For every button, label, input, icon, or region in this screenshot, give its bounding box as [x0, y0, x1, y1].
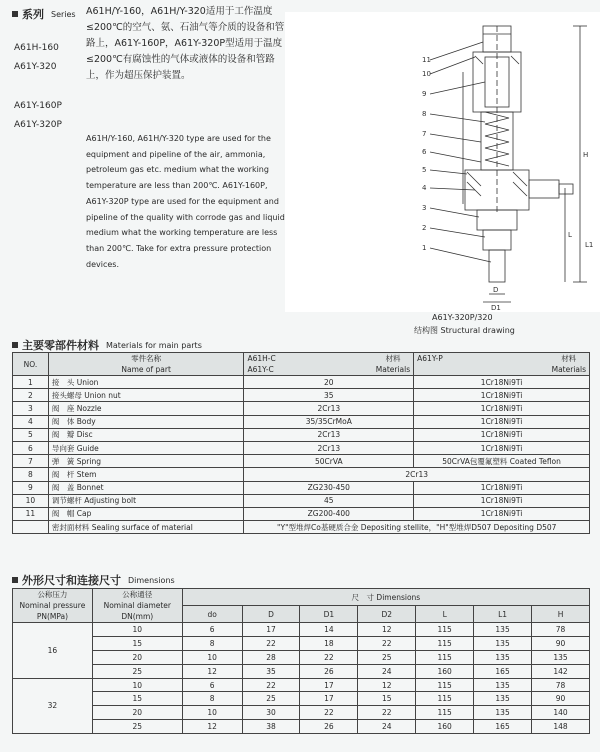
- col-p-mat-en: Materials: [551, 365, 586, 374]
- cell-material-c: 35: [244, 389, 414, 402]
- cell-dim: 135: [474, 636, 532, 650]
- cell-part-cn: 阀 盖: [51, 483, 75, 493]
- cell-material-p: 1Cr18Ni9Ti: [414, 376, 590, 389]
- cell-dim: 25: [242, 692, 300, 706]
- col-dim: D: [242, 606, 300, 623]
- col-dim: L1: [474, 606, 532, 623]
- dim-label-l1: L1: [585, 241, 594, 249]
- materials-table: [12, 352, 590, 534]
- cell-dim: 22: [358, 706, 416, 720]
- cell-no: 3: [13, 402, 49, 415]
- col-dn: [92, 589, 182, 623]
- cell-dim: 135: [532, 650, 590, 664]
- cell-part-en: Stem: [76, 469, 97, 479]
- cell-part-cn: 弹 簧: [51, 456, 75, 466]
- drawing-label: 1: [422, 244, 427, 252]
- cell-no: 4: [13, 415, 49, 428]
- drawing-model: A61Y-320P/320: [432, 313, 493, 322]
- col-hc-mat-en: Materials: [375, 365, 411, 374]
- cell-dim: 12: [182, 664, 242, 678]
- col-dn-en: Nominal diameter DN(mm): [103, 601, 171, 621]
- drawing-label: 10: [422, 70, 431, 78]
- series-title-en: Series: [51, 9, 76, 19]
- cell-no: 2: [13, 389, 49, 402]
- cell-part-en: Body: [76, 417, 96, 427]
- cell-dim: 135: [474, 623, 532, 637]
- cell-no: 5: [13, 428, 49, 441]
- cell-dn: 20: [92, 650, 182, 664]
- cell-dim: 115: [416, 636, 474, 650]
- cell-part-en: Guide: [76, 443, 99, 453]
- dimensions-header-row: [13, 589, 590, 606]
- cell-dim: 17: [242, 623, 300, 637]
- cell-material-c: 2Cr13: [244, 428, 414, 441]
- drawing-caption-en: Structural drawing: [440, 326, 515, 335]
- dim-label-h: H: [583, 151, 589, 159]
- drawing-label: 5: [422, 166, 427, 174]
- description-en: A61H/Y-160, A61H/Y-320 type are used for the equipment and pipeline of the air, ammonia, petroleum gas etc. medium what the working temperature are less than 200℃. A61Y-160P, A61Y-320P type are used for the equipment and pipeline of the quality with corrode gas and liquid medium what the working temperature are less than 200℃. Take for extra pressure protection devices.: [86, 134, 285, 269]
- drawing-label: 6: [422, 148, 427, 156]
- col-dim: do: [182, 606, 242, 623]
- cell-dn: 15: [92, 636, 182, 650]
- col-part-en: Name of part: [121, 365, 171, 374]
- cell-dn: 10: [92, 623, 182, 637]
- col-size-cn: 尺 寸: [351, 592, 375, 602]
- col-pn-cn: 公称压力: [37, 590, 68, 599]
- cell-dn: 20: [92, 706, 182, 720]
- cell-dim: 10: [182, 706, 242, 720]
- cell-dn: 15: [92, 692, 182, 706]
- cell-part: [48, 468, 244, 481]
- cell-material-p: 1Cr18Ni9Ti: [414, 428, 590, 441]
- dimensions-row: [13, 692, 590, 706]
- cell-part-en: Bonnet: [76, 483, 104, 493]
- cell-part-cn: 阀 帽: [51, 509, 75, 519]
- col-p-mat-cn: 材料: [561, 354, 577, 363]
- cell-part-cn: 接 头: [51, 377, 75, 387]
- cell-pn: 16: [13, 623, 93, 679]
- dimensions-title-en: Dimensions: [128, 575, 175, 585]
- dimensions-row: [13, 650, 590, 664]
- cell-no-empty: [13, 521, 49, 534]
- materials-title-cn: 主要零部件材料: [22, 339, 99, 352]
- col-dim: H: [532, 606, 590, 623]
- materials-row: [13, 481, 590, 494]
- cell-part: [48, 441, 244, 454]
- dimensions-row: [13, 706, 590, 720]
- materials-title-en: Materials for main parts: [106, 340, 202, 350]
- col-dim: L: [416, 606, 474, 623]
- cell-material-c: 45: [244, 494, 414, 507]
- cell-dim: 15: [358, 692, 416, 706]
- cell-material-c: 20: [244, 376, 414, 389]
- col-no: NO.: [13, 353, 49, 376]
- cell-dim: 160: [416, 664, 474, 678]
- col-part-cn: 零件名称: [131, 354, 162, 363]
- cell-dim: 135: [474, 678, 532, 692]
- materials-row: [13, 507, 590, 520]
- cell-part-en: Cap: [76, 509, 92, 519]
- materials-header-row: [13, 353, 590, 376]
- cell-material-p: 1Cr18Ni9Ti: [414, 494, 590, 507]
- cell-dim: 8: [182, 636, 242, 650]
- cell-material-p: 1Cr18Ni9Ti: [414, 507, 590, 520]
- cell-dim: 78: [532, 678, 590, 692]
- cell-material-p: 1Cr18Ni9Ti: [414, 402, 590, 415]
- cell-part-cn: 阀 体: [51, 417, 75, 427]
- cell-dn: 25: [92, 664, 182, 678]
- cell-dim: 22: [300, 650, 358, 664]
- description-cn: A61H/Y-160，A61H/Y-320适用于工作温度≤200℃的空气、氨、石油气等介质的设备和管路上，A61Y-160P，A61Y-320P型适用于温度≤200℃有腐蚀性的气体或液体的设备和管路上，作为超压保护装置。: [86, 6, 285, 81]
- cell-no: 10: [13, 494, 49, 507]
- col-part: [48, 353, 244, 376]
- cell-part-en: Nozzle: [76, 403, 102, 413]
- col-hc-mat-cn: 材料: [385, 354, 401, 363]
- cell-material-p: 1Cr18Ni9Ti: [414, 441, 590, 454]
- structural-drawing: [285, 12, 600, 312]
- col-hc: [244, 353, 414, 376]
- series-item: A61Y-160P: [14, 101, 62, 111]
- col-hc-model: A61H-C A61Y-C: [247, 354, 276, 374]
- cell-dim: 38: [242, 720, 300, 734]
- cell-dim: 115: [416, 623, 474, 637]
- cell-dim: 14: [300, 623, 358, 637]
- cell-no: 8: [13, 468, 49, 481]
- cell-dim: 115: [416, 678, 474, 692]
- cell-part-en: Disc: [76, 430, 93, 440]
- col-pn-en: Nominal pressure PN(MPa): [19, 601, 86, 621]
- cell-dim: 17: [300, 678, 358, 692]
- cell-part-cn: 导向套: [51, 443, 75, 453]
- cell-dim: 22: [358, 636, 416, 650]
- drawing-caption: [414, 325, 515, 336]
- drawing-label: 2: [422, 224, 427, 232]
- cell-part-cn: 接头螺母: [51, 390, 82, 400]
- cell-dim: 135: [474, 692, 532, 706]
- materials-row: [13, 494, 590, 507]
- materials-title: [12, 337, 202, 353]
- cell-dim: 26: [300, 720, 358, 734]
- cell-material-p: 1Cr18Ni9Ti: [414, 415, 590, 428]
- cell-part-cn: 阀 座: [51, 403, 75, 413]
- cell-material-p: 1Cr18Ni9Ti: [414, 389, 590, 402]
- cell-no: 11: [13, 507, 49, 520]
- cell-dim: 24: [358, 720, 416, 734]
- materials-row: [13, 455, 590, 468]
- cell-dim: 12: [358, 623, 416, 637]
- cell-dim: 115: [416, 650, 474, 664]
- cell-dim: 17: [300, 692, 358, 706]
- materials-row: [13, 376, 590, 389]
- drawing-label: 9: [422, 90, 427, 98]
- cell-dim: 115: [416, 706, 474, 720]
- dim-label-d: D: [493, 286, 499, 294]
- cell-dim: 135: [474, 650, 532, 664]
- cell-no: 6: [13, 441, 49, 454]
- dimensions-title-cn: 外形尺寸和连接尺寸: [22, 574, 121, 587]
- series-title-cn: 系列: [22, 8, 44, 21]
- cell-part-cn: 调节螺杆: [51, 496, 82, 506]
- materials-sealing-row: [13, 521, 590, 534]
- cell-part-cn: 阀 瓣: [51, 430, 75, 440]
- drawing-caption-cn: 结构图: [414, 326, 438, 335]
- cell-dim: 24: [358, 664, 416, 678]
- col-p: [414, 353, 590, 376]
- col-dim: D1: [300, 606, 358, 623]
- cell-material-c: ZG200-400: [244, 507, 414, 520]
- bullet-square-icon: [12, 342, 18, 348]
- cell-dim: 26: [300, 664, 358, 678]
- col-dim: D2: [358, 606, 416, 623]
- cell-dim: 148: [532, 720, 590, 734]
- materials-row: [13, 402, 590, 415]
- col-p-model: A61Y-P: [417, 354, 443, 363]
- dimensions-row: [13, 664, 590, 678]
- cell-dim: 18: [300, 636, 358, 650]
- materials-row: [13, 389, 590, 402]
- cell-dim: 22: [300, 706, 358, 720]
- drawing-label: 11: [422, 56, 431, 64]
- cell-dim: 90: [532, 692, 590, 706]
- cell-no: 9: [13, 481, 49, 494]
- dimensions-table: [12, 588, 590, 734]
- cell-part: [48, 428, 244, 441]
- cell-dim: 90: [532, 636, 590, 650]
- materials-row: [13, 441, 590, 454]
- series-item: A61Y-320P: [14, 120, 62, 130]
- cell-part: [48, 415, 244, 428]
- cell-part-en: Adjusting bolt: [84, 496, 137, 506]
- drawing-label: 7: [422, 130, 427, 138]
- series-item: A61H-160: [14, 43, 59, 53]
- cell-dim: 25: [358, 650, 416, 664]
- cell-part: [48, 507, 244, 520]
- cell-dim: 8: [182, 692, 242, 706]
- cell-dim: 28: [242, 650, 300, 664]
- cell-sealing-label: 密封面材料 Sealing surface of material: [48, 521, 244, 534]
- cell-material-c: 2Cr13: [244, 402, 414, 415]
- dimensions-row: [13, 720, 590, 734]
- cell-sealing-value: "Y"型堆焊Co基硬质合金 Depositing stellite，"H"型堆焊D507 Depositing D507: [244, 521, 590, 534]
- series-title: [12, 6, 76, 22]
- cell-part: [48, 481, 244, 494]
- cell-dn: 10: [92, 678, 182, 692]
- cell-dim: 22: [242, 678, 300, 692]
- cell-dim: 135: [474, 706, 532, 720]
- col-pn: [13, 589, 93, 623]
- drawing-label: 4: [422, 184, 427, 192]
- cell-dim: 12: [182, 720, 242, 734]
- cell-no: 1: [13, 376, 49, 389]
- cell-dim: 165: [474, 664, 532, 678]
- cell-part: [48, 389, 244, 402]
- cell-dim: 35: [242, 664, 300, 678]
- cell-dim: 142: [532, 664, 590, 678]
- cell-part-en: Union nut: [84, 390, 121, 400]
- drawing-label: 8: [422, 110, 427, 118]
- cell-dim: 78: [532, 623, 590, 637]
- cell-dim: 165: [474, 720, 532, 734]
- dimensions-row: [13, 678, 590, 692]
- col-size: [182, 589, 589, 606]
- drawing-label: 3: [422, 204, 427, 212]
- cell-part-cn: 阀 杆: [51, 469, 75, 479]
- dimensions-row: [13, 636, 590, 650]
- cell-dim: 12: [358, 678, 416, 692]
- dimensions-title: [12, 572, 175, 588]
- cell-dim: 22: [242, 636, 300, 650]
- cell-dim: 6: [182, 623, 242, 637]
- bullet-square-icon: [12, 577, 18, 583]
- cell-pn: 32: [13, 678, 93, 734]
- materials-row: [13, 415, 590, 428]
- cell-part-en: Union: [76, 377, 99, 387]
- cell-part: [48, 455, 244, 468]
- cell-no: 7: [13, 455, 49, 468]
- cell-material-p: 50CrVA包覆氟塑料 Coated Teflon: [414, 455, 590, 468]
- cell-material-c: 35/35CrMoA: [244, 415, 414, 428]
- cell-dim: 30: [242, 706, 300, 720]
- cell-part: [48, 494, 244, 507]
- dim-label-l: L: [568, 231, 572, 239]
- cell-dim: 6: [182, 678, 242, 692]
- cell-material-merged: 2Cr13: [244, 468, 590, 481]
- col-dn-cn: 公称通径: [122, 590, 153, 599]
- col-size-en: Dimensions: [376, 592, 421, 602]
- cell-part: [48, 402, 244, 415]
- dim-label-d1: D1: [491, 304, 501, 312]
- dimensions-row: [13, 623, 590, 637]
- cell-dim: 115: [416, 692, 474, 706]
- cell-material-c: 50CrVA: [244, 455, 414, 468]
- materials-row: [13, 468, 590, 481]
- series-item: A61Y-320: [14, 62, 57, 72]
- cell-part-en: Spring: [76, 456, 101, 466]
- materials-row: [13, 428, 590, 441]
- cell-material-c: ZG230-450: [244, 481, 414, 494]
- cell-dn: 25: [92, 720, 182, 734]
- cell-material-c: 2Cr13: [244, 441, 414, 454]
- cell-part: [48, 376, 244, 389]
- cell-dim: 10: [182, 650, 242, 664]
- cell-material-p: 1Cr18Ni9Ti: [414, 481, 590, 494]
- bullet-square-icon: [12, 11, 18, 17]
- cell-dim: 160: [416, 720, 474, 734]
- cell-dim: 140: [532, 706, 590, 720]
